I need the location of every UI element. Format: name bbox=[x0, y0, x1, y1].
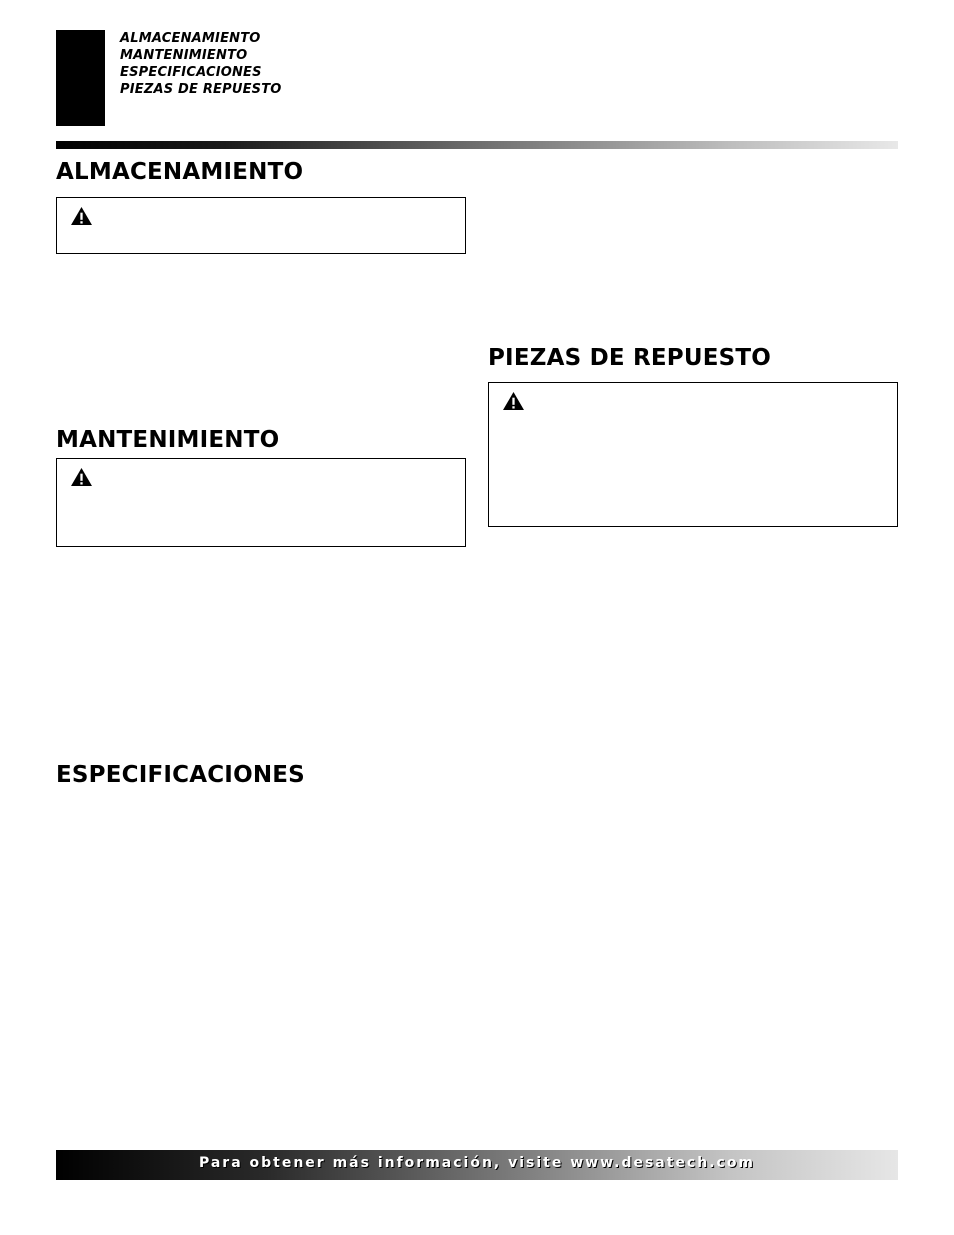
warning-box-almacenamiento bbox=[56, 197, 466, 254]
toc-item[interactable]: ESPECIFICACIONES bbox=[120, 65, 262, 80]
warning-box-piezas-de-repuesto bbox=[488, 382, 898, 527]
toc-item[interactable]: ALMACENAMIENTO bbox=[120, 31, 261, 46]
toc-item[interactable]: PIEZAS DE REPUESTO bbox=[120, 82, 282, 97]
section-title-mantenimiento: MANTENIMIENTO bbox=[56, 427, 280, 453]
footer-website-text: Para obtener más información, visite www.desatech.com bbox=[198, 1155, 756, 1171]
table-of-contents bbox=[120, 30, 282, 98]
warning-triangle-icon bbox=[70, 467, 93, 487]
warning-box-mantenimiento bbox=[56, 458, 466, 547]
section-tab-marker bbox=[56, 30, 105, 126]
section-title-piezas-de-repuesto: PIEZAS DE REPUESTO bbox=[488, 345, 772, 371]
header-divider-bar bbox=[56, 141, 898, 149]
warning-triangle-icon bbox=[502, 391, 525, 411]
section-title-almacenamiento: ALMACENAMIENTO bbox=[56, 159, 304, 185]
toc-item[interactable]: MANTENIMIENTO bbox=[120, 48, 248, 63]
warning-triangle-icon bbox=[70, 206, 93, 226]
footer-bar bbox=[56, 1150, 898, 1180]
section-title-especificaciones: ESPECIFICACIONES bbox=[56, 762, 305, 788]
